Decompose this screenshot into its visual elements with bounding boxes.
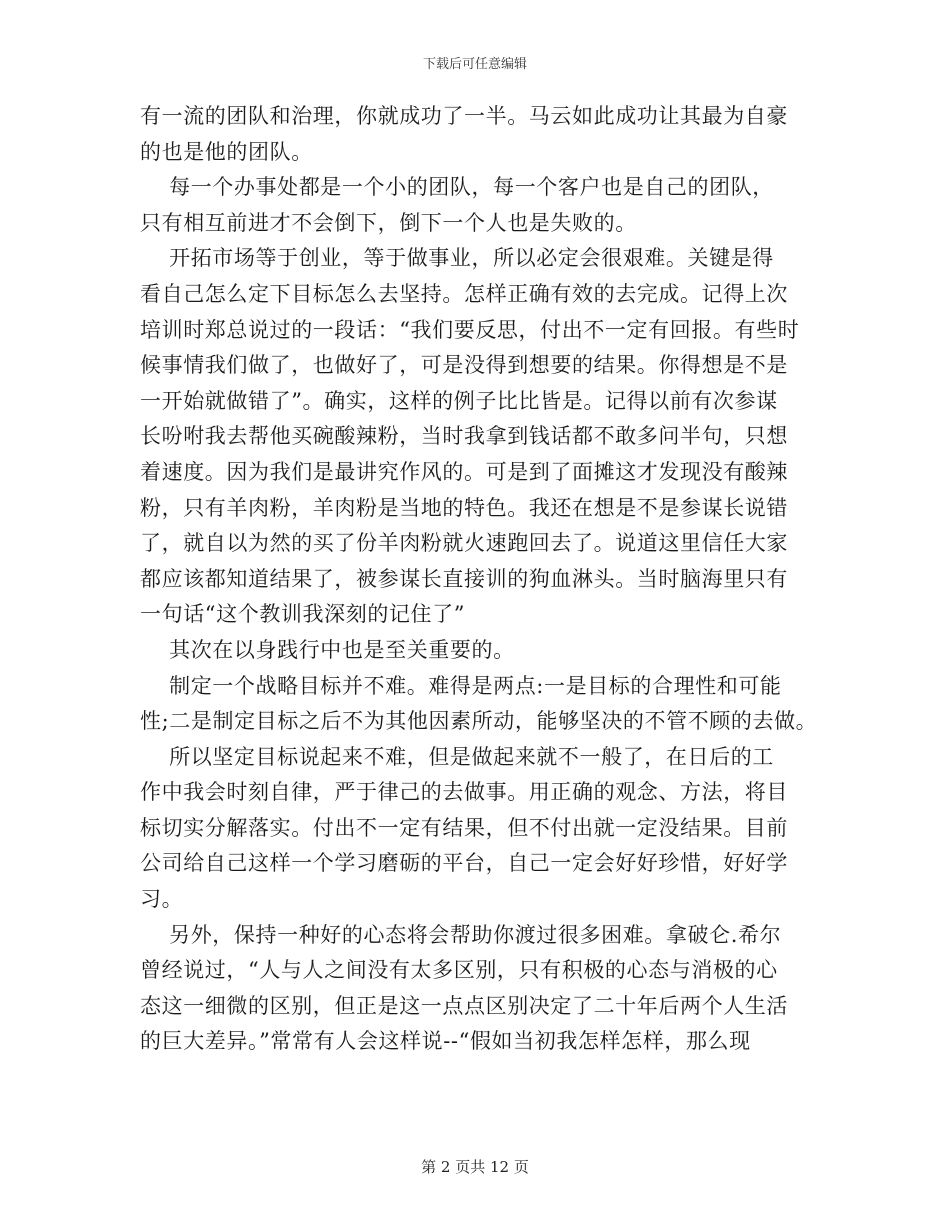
paragraph: 有一流的团队和治理，你就成功了一半。马云如此成功让其最为自豪 的也是他的团队。 [140,104,788,164]
document-body [140,99,820,1060]
paragraph: 开拓市场等于创业，等于做事业，所以必定会很艰难。关键是得 看自己怎么定下目标怎么去坚持。怎样正确有效的去完成。记得上次 培训时郑总说过的一段话：“我们要反思，付出不一定有回报。有些时 候事情我们做了，也做好了，可是没得到想要的结果。你得想是不是 一开始就做错了”。确实，这样的例子比比皆是。记得以前有次参谋 长吩咐我去帮他买碗酸辣粉，当时我拿到钱话都不敢多问半句，只想 着速度。因为我们是最讲究作风的。可是到了面摊这才发现没有酸辣 粉，只有羊肉粉，羊肉粉是当地的特色。我还在想是不是参谋长说错 了，就自以为然的买了份羊肉粉就火速跑回去了。说道这里信任大家 都应该都知道结果了，被参谋长直接训的狗血淋头。当时脑海里只有 一句话“这个教训我深刻的记住了” [140,246,800,627]
paragraph: 制定一个战略目标并不难。难得是两点:一是目标的合理性和可能 性;二是制定目标之后不为其他因素所动，能够坚决的不管不顾的去做。 [140,673,818,734]
page-header: 下载后可任意编辑 [422,57,527,72]
paragraph: 所以坚定目标说起来不难，但是做起来就不一般了，在日后的工 作中我会时刻自律，严于律己的去做事。用正确的观念、方法，将目 标切实分解落实。付出不一定有结果，但不付出就一定没结果。目前 公司给自己这样一个学习磨砺的平台，自己一定会好好珍惜，好好学 习。 [140,744,788,912]
paragraph: 其次在以身践行中也是至关重要的。 [140,637,515,662]
page-footer: 第 2 页共 12 页 [421,1158,529,1176]
paragraph: 每一个办事处都是一个小的团队，每一个客户也是自己的团队， 只有相互前进才不会倒下，倒下一个人也是失败的。 [140,175,774,235]
paragraph: 另外，保持一种好的心态将会帮助你渡过很多困难。拿破仑.希尔 曾经说过，“人与人之间没有太多区别，只有积极的心态与消极的心 态这一细微的区别，但正是这一点点区别决定了二十年后两个人生活 的巨大差异。”常常有人会这样说--“假如当初我怎样怎样，那么现 [140,922,788,1054]
